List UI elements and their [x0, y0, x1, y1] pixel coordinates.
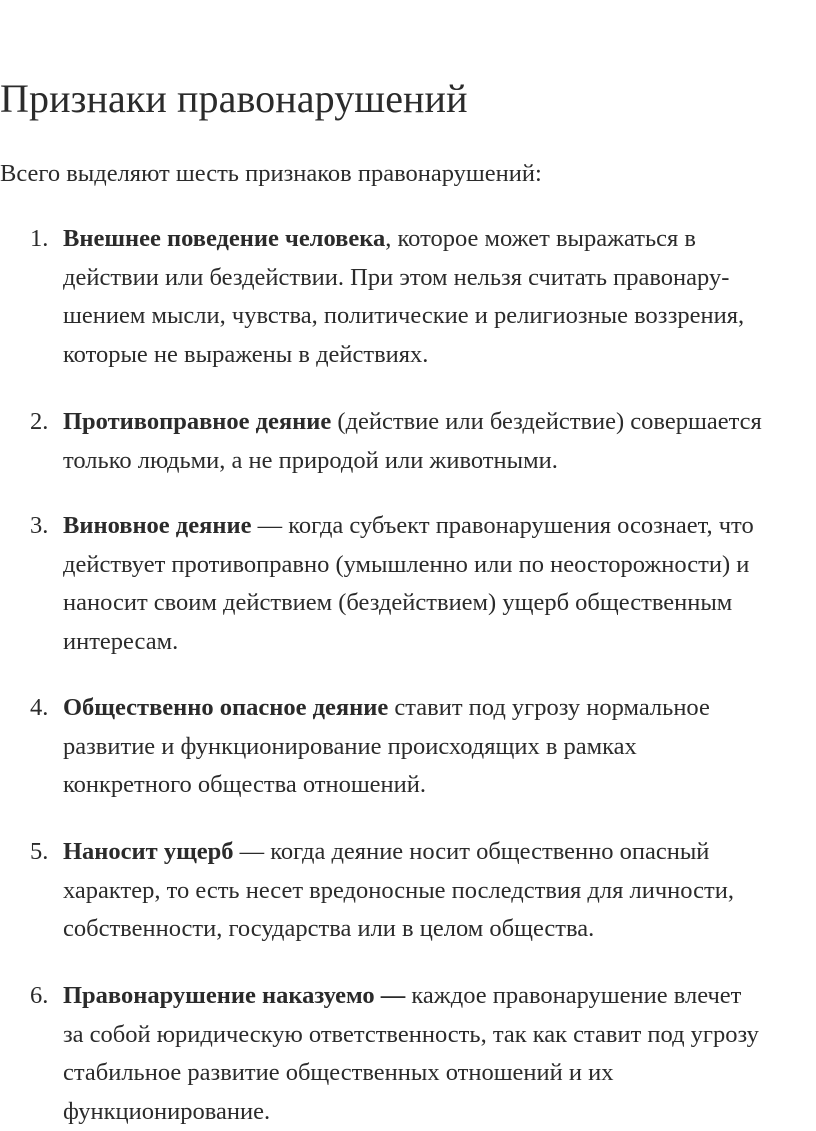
- item-term: Наносит ущерб: [63, 838, 234, 865]
- list-item-number: 1.: [30, 220, 48, 259]
- item-line-rest: (действие или бездействие) совершается: [331, 408, 761, 435]
- item-term: Общественно опасное деяние: [63, 694, 388, 721]
- item-term: Виновное деяние: [63, 512, 251, 539]
- item-line: [63, 977, 815, 1016]
- item-term: Противоправное деяние: [63, 408, 331, 435]
- intro-paragraph: Всего выделяют шесть признаков правонарушений:: [0, 155, 542, 193]
- item-term: Правонарушение наказуемо —: [63, 982, 405, 1009]
- list-item-text: [63, 833, 815, 949]
- item-line-rest: — когда деяние носит общественно опасный: [234, 838, 710, 865]
- list-item-number: 6.: [30, 977, 48, 1016]
- item-line-rest: , которое может выражаться в: [385, 225, 696, 252]
- item-line: действии или бездействии. При этом нельзя считать правонару-: [63, 259, 815, 298]
- list-item-number: 3.: [30, 507, 48, 546]
- item-line: [63, 833, 815, 872]
- item-line: [63, 507, 815, 546]
- item-line-rest: ставит под угрозу нормальное: [388, 694, 710, 721]
- item-line: стабильное развитие общественных отношений и их: [63, 1054, 815, 1093]
- list-item-number: 4.: [30, 689, 48, 728]
- item-line: которые не выражены в действиях.: [63, 336, 815, 375]
- item-term: Внешнее поведение человека: [63, 225, 385, 252]
- item-line: функционирование.: [63, 1093, 815, 1131]
- list-item-number: 5.: [30, 833, 48, 872]
- item-line: за собой юридическую ответственность, так как ставит под угрозу: [63, 1016, 815, 1055]
- item-line: характер, то есть несет вредоносные последствия для личности,: [63, 872, 815, 911]
- item-line: [63, 220, 815, 259]
- list-item-text: [63, 507, 815, 661]
- item-line: только людьми, а не природой или животными.: [63, 442, 815, 481]
- item-line: шением мысли, чувства, политические и религиозные воззрения,: [63, 297, 815, 336]
- list-item-text: [63, 220, 815, 374]
- item-line: интересам.: [63, 623, 815, 662]
- list-item-text: [63, 689, 815, 805]
- item-line: действует противоправно (умышленно или по неосторожности) и: [63, 546, 815, 585]
- item-line: конкретного общества отношений.: [63, 766, 815, 805]
- item-line-rest: — когда субъект правонарушения осознает, что: [251, 512, 753, 539]
- item-line: наносит своим действием (бездействием) ущерб общественным: [63, 584, 815, 623]
- item-line: [63, 689, 815, 728]
- item-line-rest: каждое правонарушение влечет: [405, 982, 741, 1009]
- item-line: собственности, государства или в целом общества.: [63, 910, 815, 949]
- list-item-text: [63, 403, 815, 480]
- item-line: развитие и функционирование происходящих в рамках: [63, 728, 815, 767]
- list-item-text: [63, 977, 815, 1131]
- item-line: [63, 403, 815, 442]
- list-item-number: 2.: [30, 403, 48, 442]
- page-title: Признаки правонарушений: [0, 72, 468, 126]
